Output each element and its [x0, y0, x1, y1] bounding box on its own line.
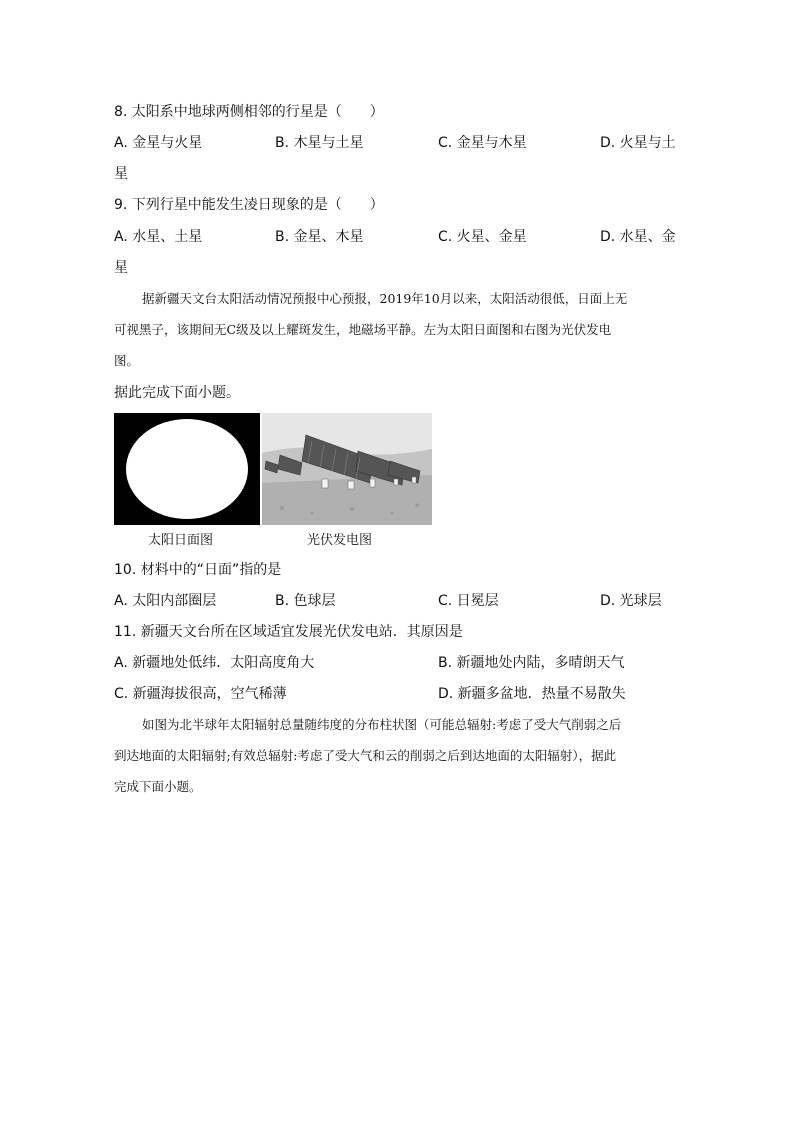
material-1-line-3: 图。: [114, 353, 140, 368]
question-11-option-b: B. 新疆地处内陆，多晴朗天气: [438, 655, 625, 671]
sun-disk-image: [114, 413, 260, 525]
question-9-option-d-wrap: 星: [114, 260, 128, 276]
sun-disk: [126, 419, 248, 519]
question-9-option-d: D. 水星、金: [600, 229, 676, 245]
question-11-option-d: D. 新疆多盆地．热量不易散失: [438, 686, 626, 702]
question-11-stem: 11. 新疆天文台所在区域适宜发展光伏发电站．其原因是: [114, 624, 463, 640]
question-8-option-d-wrap: 星: [114, 166, 128, 182]
material-2-line-1: 如图为北半球年太阳辐射总量随纬度的分布柱状图（可能总辐射:考虑了受大气削弱之后: [142, 717, 622, 732]
question-8-option-b: B. 木星与土星: [275, 135, 364, 151]
material-2-line-2: 到达地面的太阳辐射;有效总辐射:考虑了受大气和云的削弱之后到达地面的太阳辐射），据此: [114, 748, 617, 763]
question-8-option-d: D. 火星与土: [600, 135, 676, 151]
material-1-line-2: 可视黑子，该期间无C级及以上耀斑发生，地磁场平静。左为太阳日面图和右图为光伏发电: [114, 322, 612, 337]
question-9-option-b: B. 金星、木星: [275, 229, 364, 245]
question-10-option-d: D. 光球层: [600, 593, 662, 609]
question-10-option-a: A. 太阳内部圈层: [114, 593, 217, 609]
question-8-stem: 8. 太阳系中地球两侧相邻的行星是（ ）: [114, 104, 384, 120]
question-9-option-c: C. 火星、金星: [438, 229, 527, 245]
caption-photovoltaic: 光伏发电图: [307, 533, 373, 548]
solar-panel-field-illustration: [262, 413, 432, 525]
question-11-option-a: A. 新疆地处低纬．太阳高度角大: [114, 655, 315, 671]
material-2-line-3: 完成下面小题。: [114, 779, 202, 794]
photovoltaic-image: [262, 413, 432, 525]
question-10-option-c: C. 日冕层: [438, 593, 499, 609]
question-9-stem: 9. 下列行星中能发生凌日现象的是（ ）: [114, 197, 384, 213]
question-10-option-b: B. 色球层: [275, 593, 336, 609]
question-11-option-c: C. 新疆海拔很高，空气稀薄: [114, 686, 287, 702]
material-1-line-1: 据新疆天文台太阳活动情况预报中心预报，2019年10月以来，太阳活动很低，日面上无: [142, 291, 628, 306]
question-8-option-a: A. 金星与火星: [114, 135, 203, 151]
question-8-option-c: C. 金星与木星: [438, 135, 527, 151]
instruction-1: 据此完成下面小题。: [114, 385, 240, 401]
question-10-stem: 10. 材料中的“日面”指的是: [114, 562, 282, 578]
caption-sun-disk: 太阳日面图: [148, 533, 214, 548]
question-9-option-a: A. 水星、土星: [114, 229, 203, 245]
